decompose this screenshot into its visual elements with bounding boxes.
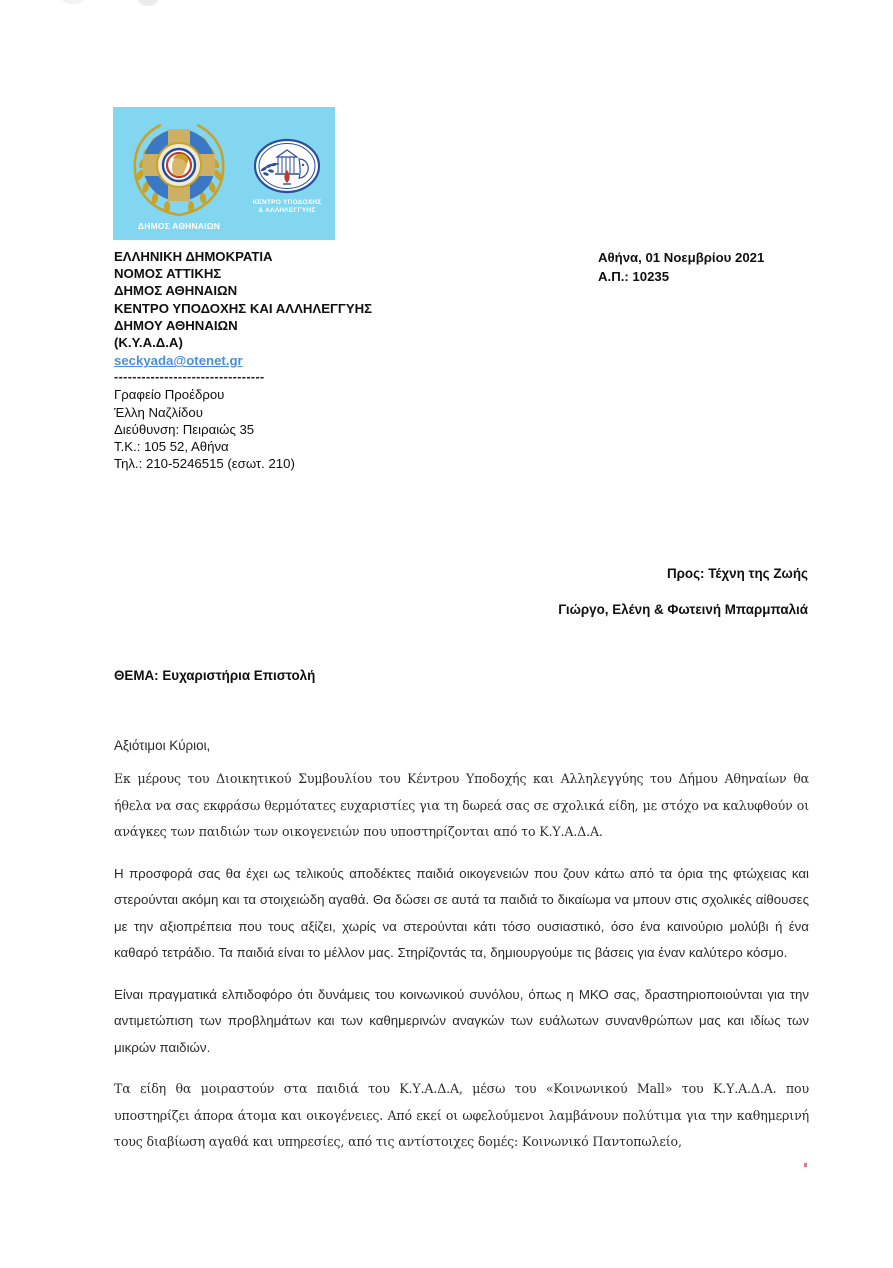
athens-crest-caption: ΔΗΜΟΣ ΑΘΗΝΑΙΩΝ <box>137 221 221 231</box>
recipient-organization: Προς: Τέχνη της Ζωής <box>666 566 808 581</box>
protocol-number: Α.Π.: 10235 <box>598 268 670 284</box>
letter-greeting: Αξιότιμοι Κύριοι, <box>114 738 211 753</box>
sender-org-abbreviation: (Κ.Υ.Α.Δ.Α) <box>114 335 183 351</box>
top-edge-artifact-left <box>62 0 84 4</box>
letter-paragraph-4: Τα είδη θα μοιραστούν στα παιδιά του Κ.Υ.Α.Δ.Α, μέσω του «Κοινωνικού Mall» του Κ.Υ.Α.Δ.Α. που υποστηρίζει άπορα άτομα και οικογένειες. Από εκεί οι ωφελούμενοι λαμβάνουν πολύτιμα για την καθημερινή τους διαβίωση αγαθά και υπηρεσίες, από τις αντίστοιχες δομές: Κοινωνικό Παντοπωλείο, <box>114 1081 809 1149</box>
letterhead-logo-banner <box>113 107 335 240</box>
kyada-crest-caption <box>241 199 333 215</box>
recipient-names: Γιώργο, Ελένη & Φωτεινή Μπαρμπαλιά <box>558 602 808 617</box>
subject-line: ΘΕΜΑ: Ευχαριστήρια Επιστολή <box>114 668 316 683</box>
place-and-date: Αθήνα, 01 Νοεμβρίου 2021 <box>598 250 765 265</box>
letter-paragraph-2: Η προσφορά σας θα έχει ως τελικούς αποδέκτες παιδιά οικογενειών που ζουν κάτω από τα όρια της φτώχειας και στερούνται ακόμη και τα στοιχειώδη αγαθά. Θα δώσει σε αυτά τα παιδιά το δικαίωμα να μπουν στις σχολικές αίθουσες με την αξιοπρέπεια που τους αξίζει, χωρίς να στερούνται κάτι τόσο ουσιαστικό, όσο ένα καινούριο μολύβι ή ένα καθαρό τετράδιο. Τα παιδιά είναι το μέλλον μας. Στηρίζοντάς τα, δημιουργούμε τις βάσεις για έναν καλύτερο κόσμο. <box>114 865 809 960</box>
letter-body <box>114 766 809 1171</box>
scan-speck-artifact <box>804 1163 807 1167</box>
sender-letterhead-block <box>114 248 454 472</box>
sender-org-line-5: ΔΗΜΟΥ ΑΘΗΝΑΙΩΝ <box>114 317 238 333</box>
sender-email-link[interactable]: seckyada@otenet.gr <box>114 353 243 369</box>
recipient-block <box>558 566 808 617</box>
letterhead-divider: --------------------------------- <box>114 370 265 385</box>
sender-office: Γραφείο Προέδρου <box>114 387 225 403</box>
sender-phone: Τηλ.: 210-5246515 (εσωτ. 210) <box>114 456 295 472</box>
kyada-crest-caption-line2: & ΑΛΛΗΛΕΓΓΥΗΣ <box>258 206 316 214</box>
kyada-crest-caption-line1: ΚΕΝΤΡΟ ΥΠΟΔΟΧΗΣ <box>252 199 322 206</box>
sender-org-line-2: ΝΟΜΟΣ ΑΤΤΙΚΗΣ <box>114 266 222 282</box>
sender-org-line-1: ΕΛΛΗΝΙΚΗ ΔΗΜΟΚΡΑΤΙΑ <box>114 249 273 264</box>
sender-org-line-3: ΔΗΜΟΣ ΑΘΗΝΑΙΩΝ <box>114 283 238 299</box>
athens-municipality-crest-icon <box>127 115 231 219</box>
sender-org-line-4: ΚΕΝΤΡΟ ΥΠΟΔΟΧΗΣ ΚΑΙ ΑΛΛΗΛΕΓΓΥΗΣ <box>114 300 373 316</box>
kyada-crest-icon <box>253 137 321 195</box>
sender-address: Διεύθυνση: Πειραιώς 35 <box>114 421 255 437</box>
top-edge-artifact-right <box>138 0 158 6</box>
sender-president-name: Έλλη Ναζλίδου <box>114 404 203 420</box>
letter-paragraph-3: Είναι πραγματικά ελπιδοφόρο ότι δυνάμεις του κοινωνικού συνόλου, όπως η ΜΚΟ σας, δραστηριοποιούνται για την αντιμετώπιση των προβλημάτων και των καθημερινών αναγκών των ευάλωτων συνανθρώπων μας και ιδίως των μικρών παιδιών. <box>114 986 809 1055</box>
sender-postal-code: Τ.Κ.: 105 52, Αθήνα <box>114 439 229 455</box>
letter-paragraph-1: Εκ μέρους του Διοικητικού Συμβουλίου του Κέντρου Υποδοχής και Αλληλεγγύης του Δήμου Αθηναίων θα ήθελα να σας εκφράσω θερμότατες ευχαριστίες για τη δωρεά σας σε σχολικά είδη, με στόχο να καλυφθούν οι ανάγκες των παιδιών των οικογενειών που υποστηρίζονται από το Κ.Υ.Α.Δ.Α. <box>114 771 809 839</box>
reference-block <box>598 249 764 286</box>
